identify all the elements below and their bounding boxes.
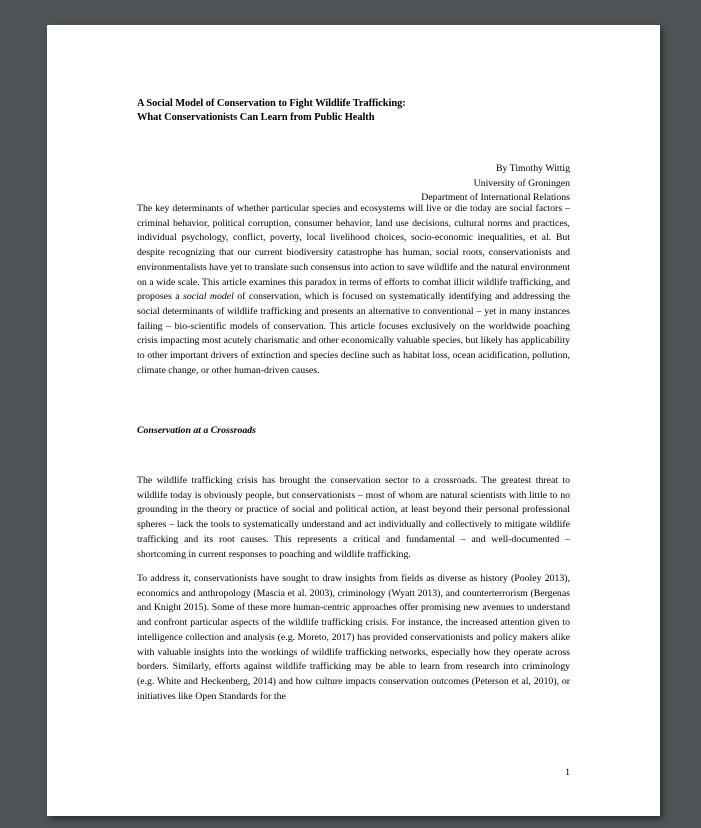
page-title <box>137 97 570 126</box>
document-page <box>47 25 660 816</box>
author-name: By Timothy Wittig <box>495 163 570 174</box>
author-institution: University of Groningen <box>473 177 570 189</box>
paragraph-crossroads: The wildlife trafficking crisis has brought the conservation sector to a crossroads. The greatest threat to wildlife today is obviously people, but conservationists – most of whom are natural scientists with little to no grounding in the theory or practice of social and political action, at least beyond their personal professional spheres – lack the tools to systematically understand and act individually and collectively to mitigate wildlife trafficking and its root causes. This represents a critical and fundamental – and well-documented – shortcoming in current responses to poaching and wildlife trafficking. <box>137 475 570 560</box>
title-line-2: What Conservationists Can Learn from Public Health <box>137 112 375 124</box>
page-number: 1 <box>565 767 570 778</box>
author-department: Department of International Relations <box>421 192 570 204</box>
paragraph-abstract-text-after: of conservation, which is focused on systematically identifying and addressing the social determinants of wildlife trafficking and presents an alternative to conventional – yet in many instances failing – bio-scientific models of conservation. This article focuses exclusively on the worldwide poaching crisis impacting most acutely charismatic and other economically valuable species, but likely has applicability to other important drivers of extinction and species decline such as habitat loss, ocean acidification, pollution, climate change, or other human-driven causes. <box>137 291 571 376</box>
section-heading-conservation-at-a-crossroads: Conservation at a Crossroads <box>137 425 256 436</box>
paragraph-abstract <box>137 202 570 379</box>
emphasis-social-model: social model <box>183 291 234 303</box>
paragraph-abstract-text-before: The key determinants of whether particular species and ecosystems will live or die today are social factors – criminal behavior, political corruption, consumer behavior, land use decisions, cultural norms and practices, individual psychology, conflict, poverty, local livelihood choices, socio-economic inequalities, et al. But despite recognizing that our current biodiversity catastrophe has human, social roots, conservationists and environmentalists have yet to translate such consensus into action to save wildlife and the natural environment on a wide scale. This article examines this paradox in terms of efforts to combat illicit wildlife trafficking, and proposes a <box>137 203 570 303</box>
paragraph-interdisciplinary: To address it, conservationists have sought to draw insights from fields as diverse as history (Pooley 2013), economics and anthropology (Mascia et al. 2003), criminology (Wyatt 2013), and counterterrorism (Bergenas and Knight 2015). Some of these more human-centric approaches offer promising new avenues to understand and confront particular aspects of the wildlife trafficking crisis. For instance, the increased attention given to intelligence collection and analysis (e.g. Moreto, 2017) has provided conservationists and policy makers alike with valuable insights into the workings of wildlife trafficking networks, especially how they operate across borders. Similarly, efforts against wildlife trafficking may be able to learn from research into criminology (e.g. White and Heckenberg, 2014) and how culture impacts conservation outcomes (Peterson et al, 2010), or initiatives like Open Standards for the <box>137 573 570 702</box>
author-block <box>137 162 570 206</box>
title-line-1: A Social Model of Conservation to Fight Wildlife Trafficking: <box>137 98 406 109</box>
